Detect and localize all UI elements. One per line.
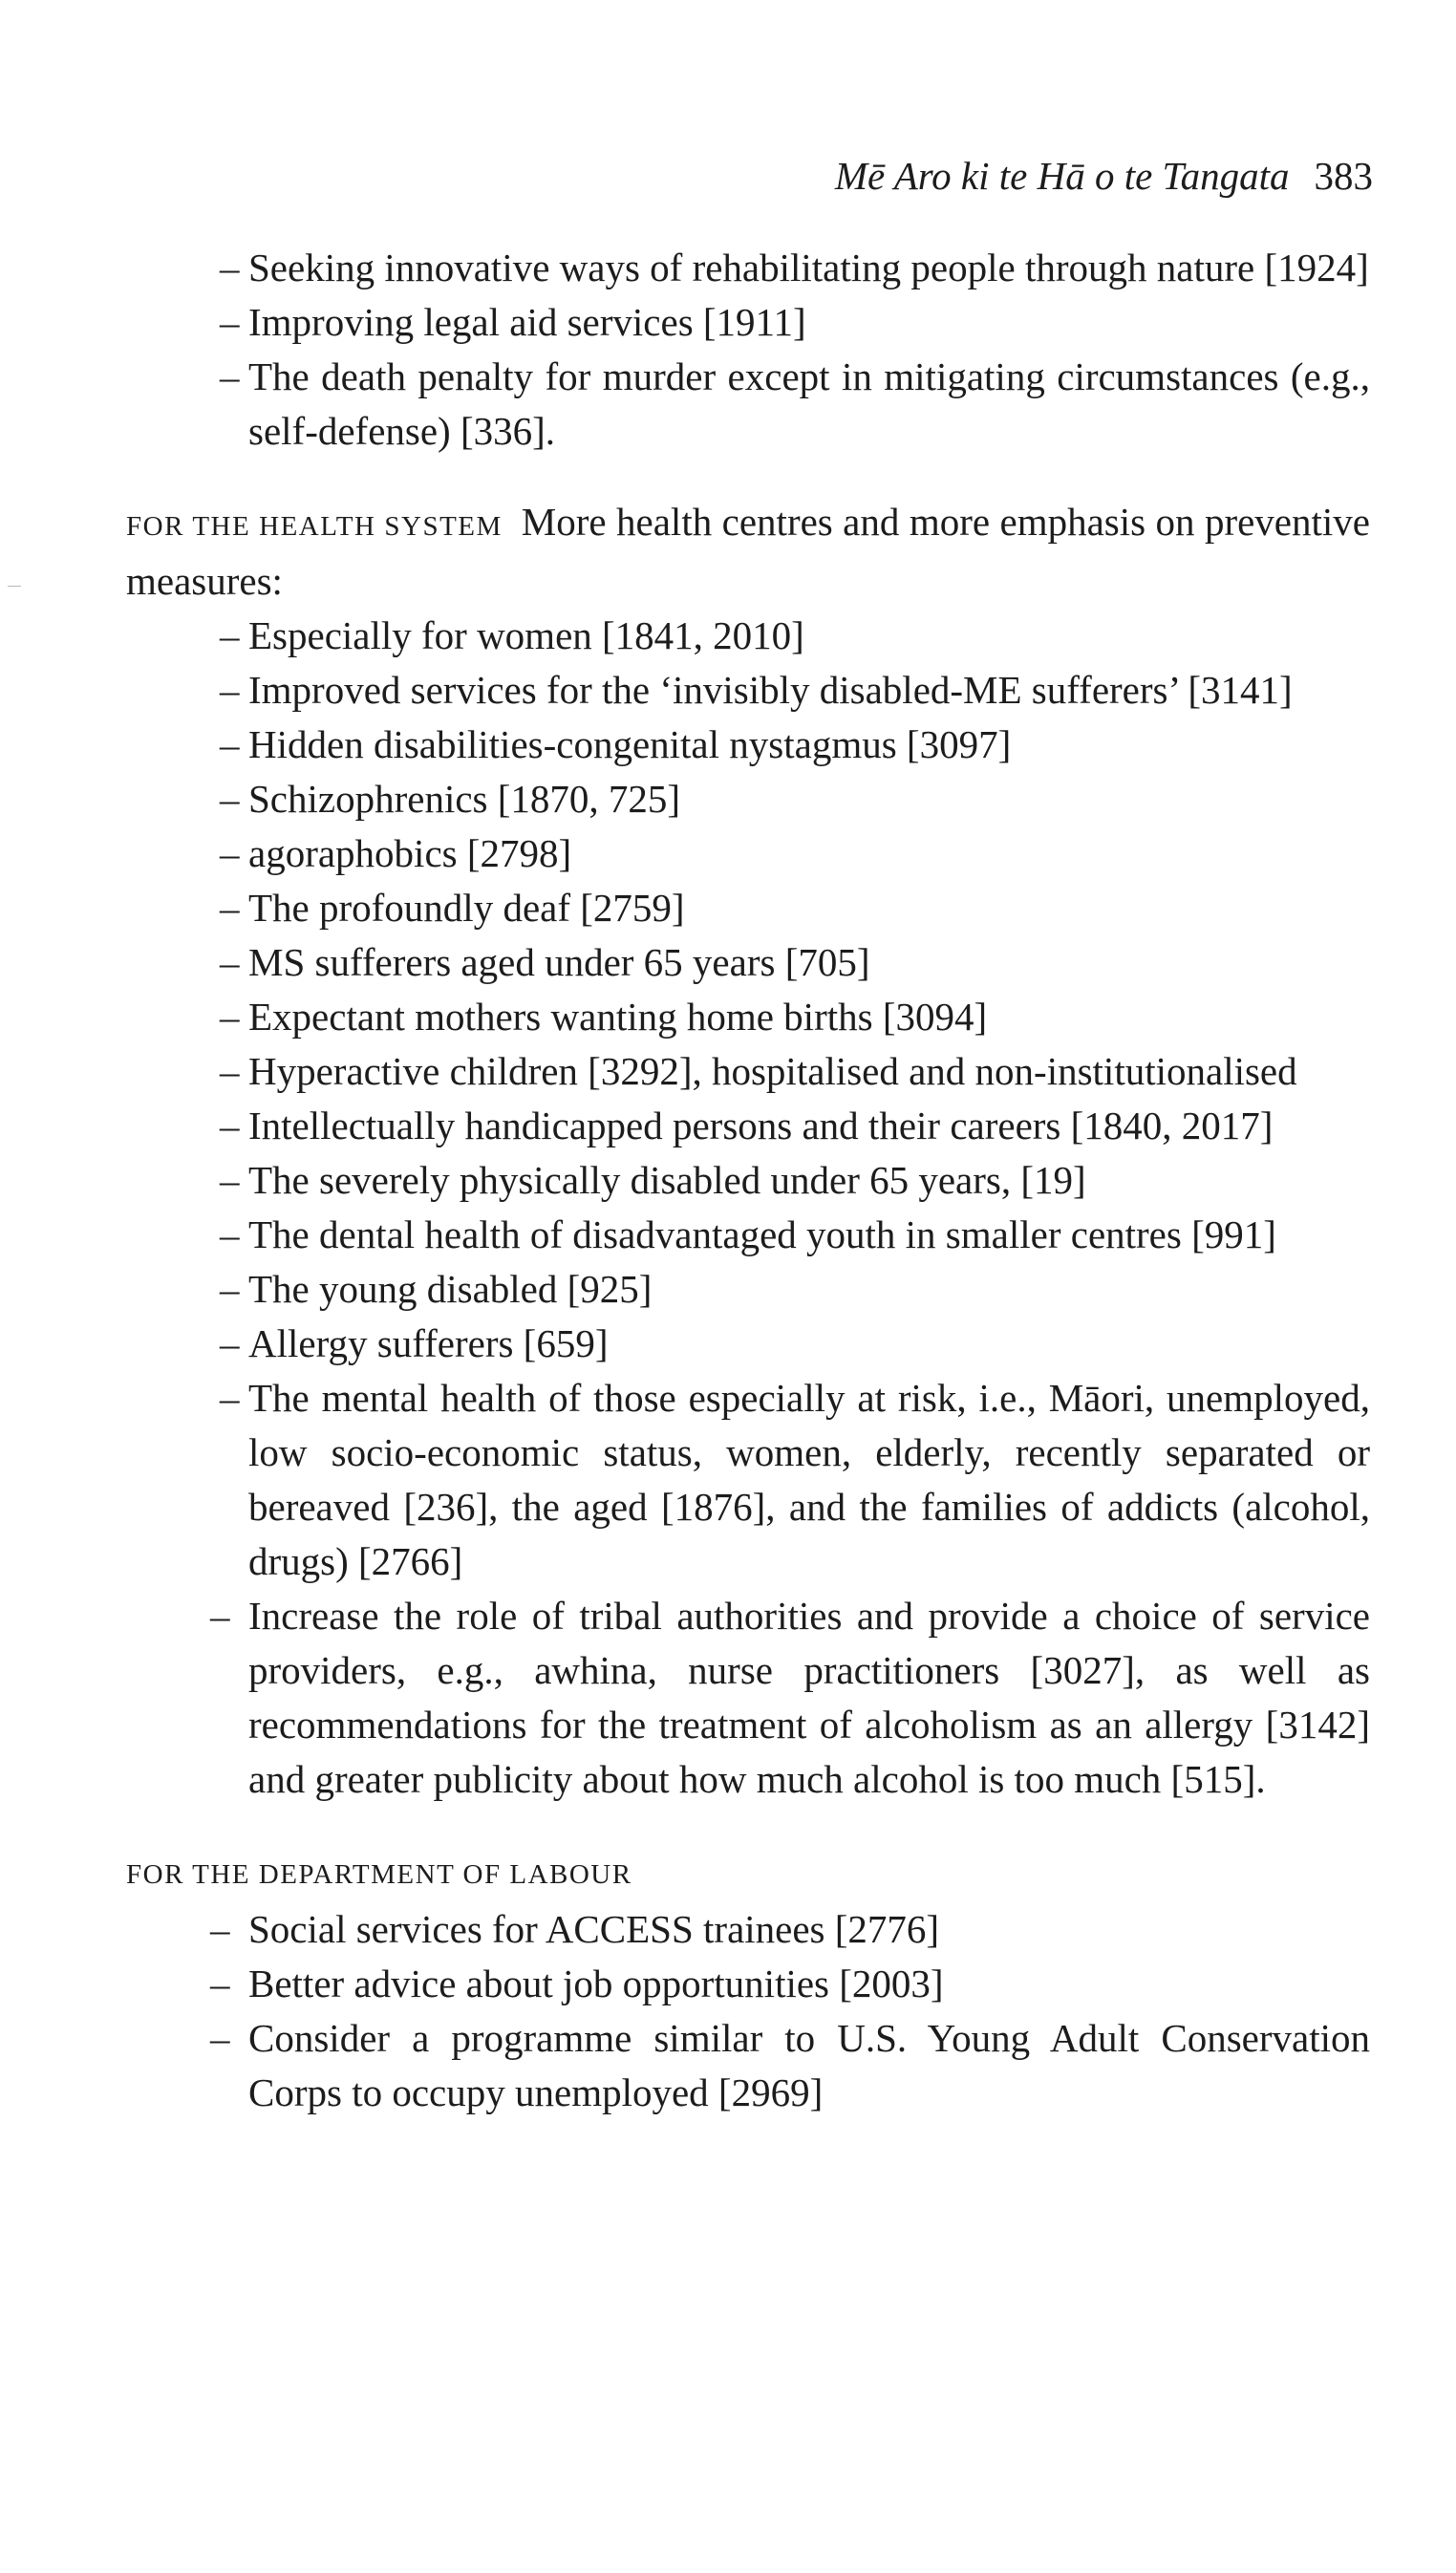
list-item bbox=[126, 295, 1370, 350]
dash-marker: – bbox=[220, 777, 240, 821]
list-item-text: The mental health of those especially at risk, i.e., Māori, unemployed, low socio-economic status, women, elderly, recently separated or bereaved [236], the aged [1876], and the families of addicts (alcohol, drugs) [2766] bbox=[248, 1376, 1370, 1583]
dash-marker: – bbox=[210, 1962, 230, 2005]
body-text bbox=[126, 241, 1370, 2120]
list-item bbox=[126, 1262, 1370, 1317]
list-item-text: MS sufferers aged under 65 years [705] bbox=[248, 940, 870, 984]
list-item bbox=[126, 1099, 1370, 1153]
list-item-text: Social services for ACCESS trainees [2776] bbox=[248, 1907, 940, 1951]
running-head bbox=[0, 153, 1373, 199]
list-item bbox=[126, 718, 1370, 772]
dash-marker: – bbox=[220, 1376, 240, 1420]
list-item-text: Schizophrenics [1870, 725] bbox=[248, 777, 681, 821]
dash-marker: – bbox=[220, 995, 240, 1039]
dash-marker: – bbox=[220, 1212, 240, 1256]
list-item-text: The profoundly deaf [2759] bbox=[248, 886, 685, 930]
list-item bbox=[126, 241, 1370, 295]
list-item-text: Increase the role of tribal authorities and provide a choice of service providers, e.g., awhina, nurse practitioners [3027], as well as recommendations for the treatment of alcoholism as an allergy [3142] and greater publicity about how much alcohol is too much [515]. bbox=[248, 1594, 1370, 1801]
dash-marker: – bbox=[220, 246, 240, 289]
list-item-text: Especially for women [1841, 2010] bbox=[248, 613, 804, 657]
dash-marker: – bbox=[210, 2016, 230, 2060]
list-item-text: Consider a programme similar to U.S. Young Adult Conservation Corps to occupy unemployed [2969] bbox=[248, 2016, 1370, 2114]
dash-marker: – bbox=[220, 722, 240, 766]
dash-marker: – bbox=[220, 300, 240, 344]
health-lead-text: More health centres and more emphasis on preventive measures: bbox=[126, 500, 1370, 603]
dash-marker: – bbox=[220, 1321, 240, 1365]
health-section bbox=[126, 495, 1370, 1807]
list-item bbox=[126, 990, 1370, 1044]
list-item-text: Intellectually handicapped persons and their careers [1840, 2017] bbox=[248, 1104, 1274, 1147]
list-item bbox=[126, 826, 1370, 881]
running-head-title: Mē Aro ki te Hā o te Tangata bbox=[834, 154, 1290, 198]
list-item bbox=[126, 881, 1370, 935]
list-item bbox=[126, 2011, 1370, 2120]
dash-marker: – bbox=[220, 1267, 240, 1311]
list-item bbox=[126, 1371, 1370, 1589]
list-item bbox=[126, 609, 1370, 663]
labour-section-heading: FOR THE DEPARTMENT OF LABOUR bbox=[126, 1859, 632, 1890]
list-item-text: Hidden disabilities-congenital nystagmus [3097] bbox=[248, 722, 1012, 766]
list-item-text: Hyperactive children [3292], hospitalised and non-institutionalised bbox=[248, 1049, 1297, 1093]
list-item bbox=[126, 1044, 1370, 1099]
list-item bbox=[126, 1957, 1370, 2011]
list-item-text: Improved services for the ‘invisibly disabled-ME sufferers’ [3141] bbox=[248, 668, 1293, 712]
list-item bbox=[126, 1317, 1370, 1371]
page-number: 383 bbox=[1314, 154, 1373, 198]
list-item-text: Seeking innovative ways of rehabilitating people through nature [1924] bbox=[248, 246, 1369, 289]
list-item-text: The young disabled [925] bbox=[248, 1267, 653, 1311]
dash-marker: – bbox=[220, 1104, 240, 1147]
dash-marker: – bbox=[220, 613, 240, 657]
list-item-text: Improving legal aid services [1911] bbox=[248, 300, 806, 344]
list-item-text: The dental health of disadvantaged youth in smaller centres [991] bbox=[248, 1212, 1276, 1256]
list-item-text: Allergy sufferers [659] bbox=[248, 1321, 609, 1365]
dash-marker: – bbox=[220, 354, 240, 398]
list-item-text: Expectant mothers wanting home births [3094] bbox=[248, 995, 988, 1039]
dash-marker: – bbox=[220, 886, 240, 930]
list-item bbox=[126, 1902, 1370, 1957]
dash-marker: – bbox=[220, 940, 240, 984]
health-lead-paragraph bbox=[126, 495, 1370, 609]
list-item bbox=[126, 935, 1370, 990]
health-section-heading: FOR THE HEALTH SYSTEM bbox=[126, 511, 503, 542]
labour-heading-line bbox=[126, 1843, 1370, 1902]
dash-marker: – bbox=[210, 1907, 230, 1951]
labour-section bbox=[126, 1843, 1370, 2120]
list-item-text: The death penalty for murder except in mitigating circumstances (e.g., self-defense) [336]. bbox=[248, 354, 1370, 453]
list-item bbox=[126, 772, 1370, 826]
dash-marker: – bbox=[220, 831, 240, 875]
dash-marker: – bbox=[210, 1594, 230, 1638]
list-item bbox=[126, 663, 1370, 718]
dash-marker: – bbox=[220, 1049, 240, 1093]
list-item bbox=[126, 1208, 1370, 1262]
dash-marker: – bbox=[220, 668, 240, 712]
dash-marker: – bbox=[220, 1158, 240, 1202]
top-list bbox=[126, 241, 1370, 459]
list-item bbox=[126, 1589, 1370, 1807]
list-item-text: Better advice about job opportunities [2003] bbox=[248, 1962, 944, 2005]
list-item-text: agoraphobics [2798] bbox=[248, 831, 572, 875]
list-item-text: The severely physically disabled under 65 years, [19] bbox=[248, 1158, 1086, 1202]
margin-mark bbox=[8, 586, 21, 587]
list-item bbox=[126, 350, 1370, 459]
list-item bbox=[126, 1153, 1370, 1208]
